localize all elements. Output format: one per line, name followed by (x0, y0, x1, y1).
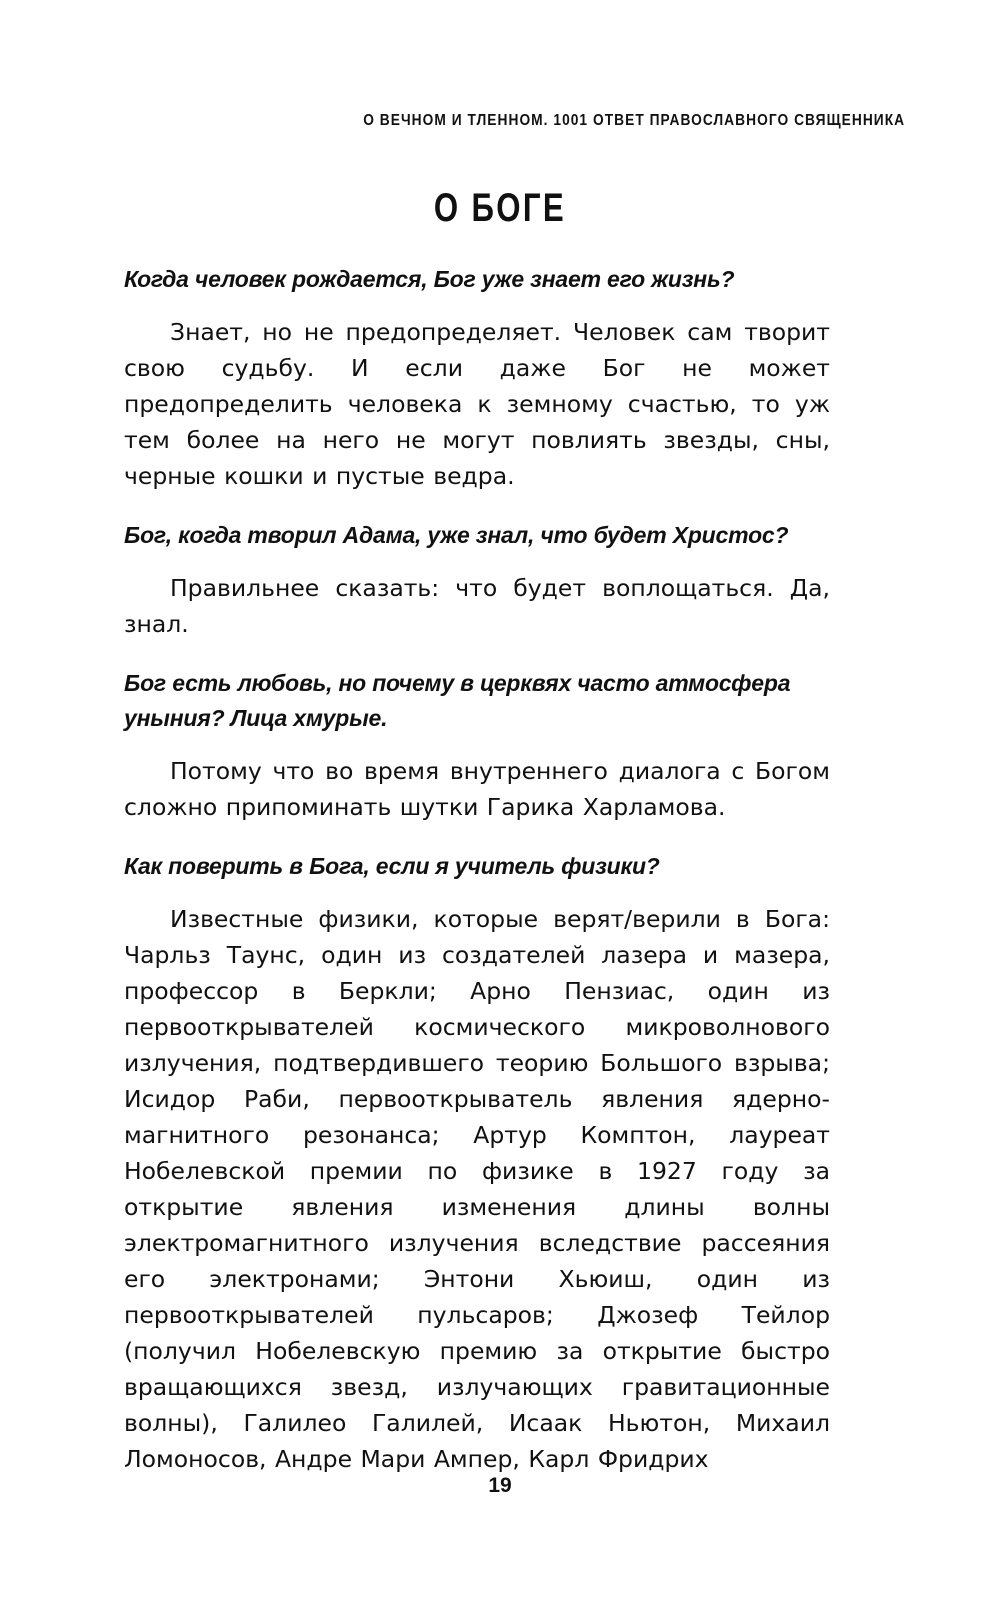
question-1: Когда человек рождается, Бог уже знает его жизнь? (124, 266, 735, 292)
page-number: 19 (488, 1474, 512, 1497)
running-header: О ВЕЧНОМ И ТЛЕННОМ. 1001 ОТВЕТ ПРАВОСЛАВНОГО СВЯЩЕННИКА (363, 112, 905, 129)
question-2: Бог, когда творил Адама, уже знал, что будет Христос? (124, 522, 789, 548)
question-3: Бог есть любовь, но почему в церквях часто атмосфера уныния? Лица хмурые. (124, 670, 791, 731)
answer-3: Потому что во время внутреннего диалога с Богом сложно припоминать шутки Гарика Харламова. (124, 757, 830, 821)
question-4: Как поверить в Бога, если я учитель физики? (124, 853, 660, 879)
answer-4: Известные физики, которые верят/верили в Бога: Чарльз Таунс, один из создателей лазера и мазера, профессор в Беркли; Арно Пензиас, один из первооткрывателей космического микроволнового излучения, подтвердившего теорию Большого взрыва; Исидор Раби, первооткрыватель явления ядерно-магнитного резонанса; Артур Комптон, лауреат Нобелевской премии по физике в 1927 году за открытие явления изменения длины волны электромагнитного излучения вследствие рассеяния его электронами; Энтони Хьюиш, один из первооткрывателей пульсаров; Джозеф Тейлор (получил Нобелевскую премию за открытие быстро вращающихся звезд, излучающих гравитационные волны), Галилео Галилей, Исаак Ньютон, Михаил Ломоносов, Андре Мари Ампер, Карл Фридрих (124, 905, 830, 1473)
page-body (124, 262, 830, 1477)
answer-2: Правильнее сказать: что будет воплощаться. Да, знал. (124, 574, 830, 638)
chapter-title: О БОГЕ (433, 186, 567, 230)
answer-1: Знает, но не предопределяет. Человек сам творит свою судьбу. И если даже Бог не может предопределить человека к земному счастью, то уж тем более на него не могут повлиять звезды, сны, черные кошки и пустые ведра. (124, 318, 830, 490)
